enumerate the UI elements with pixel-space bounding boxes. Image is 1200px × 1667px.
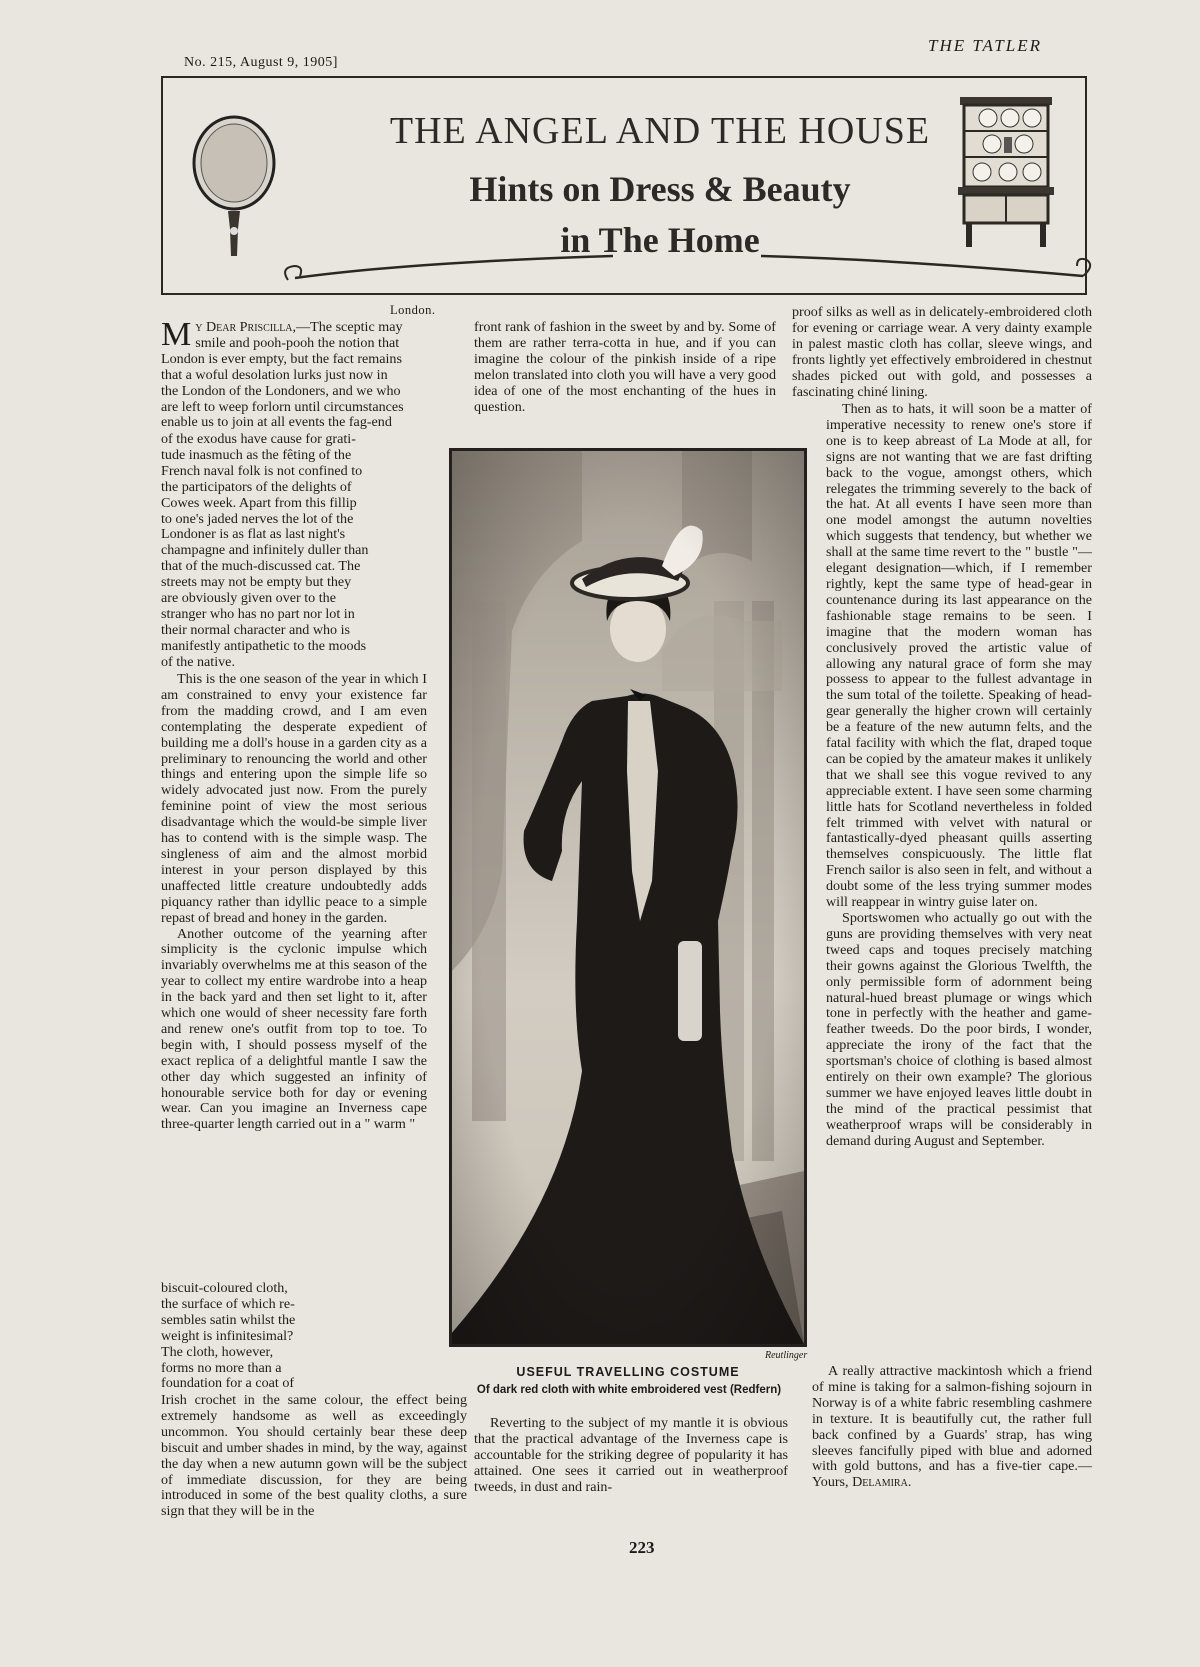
scroll-ornament xyxy=(283,250,1103,300)
column-3-body xyxy=(826,402,1092,1150)
paragraph: Irish crochet in the same colour, the effect being extremely handsome as well as exceedingly uncommon. You should certainly bear these deep biscuit and umber shades in mind, by the way, against the day when a new autumn gown will be the subject of immediate discussion, for they are being introduced in some of the best quality cloths, a sure sign that they will be in the xyxy=(161,1392,467,1520)
woman-in-travelling-costume-illustration xyxy=(452,451,804,1344)
column-1-end xyxy=(161,1393,467,1520)
issue-line: No. 215, August 9, 1905] xyxy=(184,55,338,70)
paragraph: A really attractive mackintosh which a friend of mine is taking for a salmon-fishing sojourn in Norway is of a white fabric resembling cashmere in texture. It is beautifully cut, the rather full back confined by a Guards' strap, has wing sleeves fancifully piped with blue and adorned with gold buttons, and has a five-tier cape.—Yours, Delamira. xyxy=(812,1363,1092,1491)
column-2-top xyxy=(474,320,776,415)
fashion-photograph xyxy=(449,448,807,1347)
paragraph: proof silks as well as in delicately-embroidered cloth for evening or carriage wear. A very dainty example in palest mastic cloth has collar, sleeve wings, and fronts lightly yet effectively embroidered in chestnut shades picked out with gold, and possesses a fascinating chiné lining. xyxy=(792,304,1092,400)
column-1-narrow: of the exodus have cause for grati- tude inasmuch as the fêting of the French naval folk is not confined to the participators of the delights of Cowes week. Apart from this fillip to one's jaded nerves the lot of the Londoner is as flat as last night's champagne and infinitely duller than that of the much-discussed cat. The streets may not be empty but they are obviously given over to the stranger who has no part nor lot in their normal character and who is manifestly antipathetic to the moods of the native. xyxy=(161,431,369,670)
photo-caption-description: Of dark red cloth with white embroidered vest (Redfern) xyxy=(476,1384,782,1396)
dateline: London. xyxy=(390,303,436,317)
article-title: THE ANGEL AND THE HOUSE xyxy=(389,110,931,152)
signature: Delamira. xyxy=(852,1474,912,1491)
column-2-bottom xyxy=(474,1416,788,1496)
article-header xyxy=(161,76,1087,295)
page-number: 223 xyxy=(629,1538,655,1557)
paragraph: Then as to hats, it will soon be a matter of imperative necessity to renew one's store if one is to keep abreast of La Mode at all, for signs are not wanting that we are fast drifting back to the vogue, amongst others, which relegates the trimming severely to the back of the hat. At all events I have seen more than one model amongst the autumn novelties which suggests that tendency, but whether we shall at the same time revert to the " bustle "—elegant designation—which, if I remember rightly, kept the same type of head-gear in countenance during its last appearance on the fashionable stage remains to be seen. I imagine that the modern woman has conclusively proved the artistic value of allowing any natural grace of form she may possess to appear to the fullest advantage in the sum total of the toilette. Speaking of head-gear generally the higher crown will certainly be a feature of the new autumn felts, and the fatal facility with which the flat, draped toque can be copied by the amateur makes it unlikely that we shall see this vogue revived to any appreciable extent. I have seen some charming little hats for Scotland nevertheless in folded felt trimmed with velvet with natural or fantastically-dyed pheasant quills asserting themselves conspicuously. The little flat French sailor is also seen in felt, and without a doubt some of the less trying summer modes will reappear in wintry guise later on. xyxy=(826,401,1092,911)
salutation: y Dear Priscilla, xyxy=(195,319,297,335)
column-1-top: M y Dear Priscilla,—The sceptic may smile and pooh-pooh the notion that London is ever empty, but the fact remains that a woful desolation lurks just now in the London of the Londoners, and we who are left to weep forlorn until circumstances enable us to join at all events the fag-end xyxy=(161,316,404,431)
column-1-inset: biscuit-coloured cloth, the surface of which re- sembles satin whilst the weight is infinitesimal? The cloth, however, forms no more than a foundation for a coat of xyxy=(161,1280,296,1392)
photo-credit: Reutlinger xyxy=(765,1350,808,1361)
magazine-name: THE TATLER xyxy=(928,36,1042,55)
paragraph: Reverting to the subject of my mantle it is obvious that the practical advantage of the Inverness cape is accountable for the striking degree of popularity it has attained. One sees it carried out in weatherproof tweeds, in dust and rain- xyxy=(474,1415,788,1495)
paragraph: Sportswomen who actually go out with the guns are providing themselves with very neat tweed caps and toques precisely matching their gowns against the Glorious Twelfth, the only permissible form of adornment being natural-hued breast plumage or wings which tone in perfectly with the heather and game-feather tweeds. Do the poor birds, I wonder, appreciate the irony of the fact that the sportsman's choice of clothing is based almost entirely on their own example? The glorious summer we have enjoyed leaves little doubt in the mind of the practical pessimist that weatherproof wraps will be considerably in demand during August and September. xyxy=(826,910,1092,1149)
drop-cap: M xyxy=(161,316,192,353)
paragraph: This is the one season of the year in which I am constrained to envy your existence far from the madding crowd, and I am even contemplating the desperate expedient of building me a doll's house in a garden city as a preliminary to renouncing the world and other things and entering upon the simple life so widely advocated just now. From the purely feminine point of view the most serious disadvantage which the would-be simple liver has to contend with is the simple wasp. The singleness of aim and the almost morbid interest in your person displayed by this unaffected little creature undoubtedly adds piquancy rather than idyllic peace to a simple repast of bread and honey in the garden. xyxy=(161,671,427,926)
paragraph: Another outcome of the yearning after simplicity is the cyclonic impulse which invariably overwhelms me at this season of the year to collect my entire wardrobe into a heap in the back yard and then set light to it, after which one would of sheer necessity fare forth and renew one's outfit from top to toe. To begin with, I should possess myself of the exact replica of a delightful mantle I saw the other day which suggested an infinity of honourable service both for day or evening wear. Can you imagine an Inverness cape three-quarter length carried out in a " warm " xyxy=(161,925,427,1133)
article-subtitle-line1: Hints on Dress & Beauty xyxy=(469,169,851,209)
column-3-end xyxy=(812,1364,1092,1491)
paragraph: front rank of fashion in the sweet by and by. Some of them are rather terra-cotta in hue, and if you can imagine the colour of the pinkish inside of a ripe melon translated into cloth you will have a very good idea of one of the most enchanting of the hues in question. xyxy=(474,319,776,415)
photo-caption-title: USEFUL TRAVELLING COSTUME xyxy=(516,1365,740,1379)
column-3-top xyxy=(792,305,1092,400)
article-subtitle-line2: in The Home xyxy=(560,220,760,260)
column-1-body xyxy=(161,672,427,1133)
